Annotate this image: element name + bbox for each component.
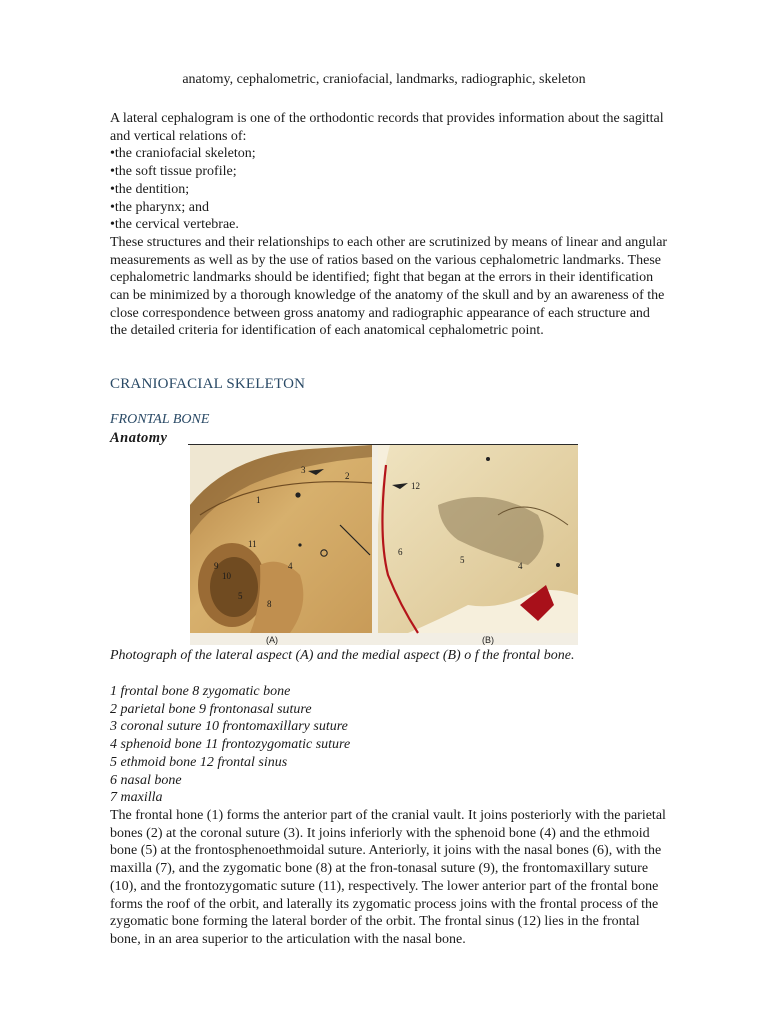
list-item: • the cervical vertebrae.: [110, 216, 670, 234]
list-item: • the dentition;: [110, 181, 670, 199]
legend-line: 2 parietal bone 9 frontonasal suture: [110, 701, 312, 717]
structures-list: [110, 145, 670, 234]
keywords-line: anatomy, cephalometric, craniofacial, landmarks, radiographic, skeleton: [182, 72, 586, 87]
panel-b-number: 4: [518, 561, 523, 571]
intro-paragraph: These structures and their relationships to each other are scrutinized by means of linear and angular measurements as well as by the use of ratios based on the various cephalometric landmarks. These cephalometric landmarks should be identified; fight that began at the errors in their identification can be minimized by a thorough knowledge of the anatomy of the skull and by an awareness of the close correspondence between gross anatomy and radiographic appearance of each structure and the detailed criteria for identification of each anatomical cephalometric point.: [110, 234, 668, 339]
legend-line: 3 coronal suture 10 frontomaxillary suture: [110, 719, 348, 735]
list-item: • the pharynx; and: [110, 199, 670, 217]
panel-a-number: 1: [256, 495, 261, 505]
legend-line: 5 ethmoid bone 12 frontal sinus: [110, 754, 288, 770]
figure-caption: Photograph of the lateral aspect (A) and the medial aspect (B) o f the frontal bone.: [110, 648, 575, 663]
panel-a-photo: [190, 445, 372, 645]
legend-line: 4 sphenoid bone 11 frontozygomatic suture: [110, 737, 351, 753]
panel-a-number: 11: [248, 539, 257, 549]
legend-line: 1 frontal bone 8 zygomatic bone: [110, 684, 291, 699]
panel-a-number: 8: [267, 599, 272, 609]
section-heading: CRANIOFACIAL SKELETON: [110, 376, 306, 392]
intro-section: [110, 110, 670, 340]
intro-lead: A lateral cephalogram is one of the orthodontic records that provides information about the sagittal and vertical relations of:: [110, 111, 664, 144]
panel-a-number: 3: [301, 465, 306, 475]
panel-a-label: (A): [266, 635, 278, 645]
list-item: • the craniofacial skeleton;: [110, 145, 670, 163]
panel-a-number: 10: [222, 571, 231, 581]
panel-b-number: 5: [460, 555, 465, 565]
legend-line: 6 nasal bone: [110, 772, 182, 788]
list-item: • the soft tissue profile;: [110, 163, 670, 181]
anatomy-label: Anatomy: [110, 430, 168, 446]
panel-a-number: 9: [214, 561, 219, 571]
panel-a-number: 4: [288, 561, 293, 571]
legend-line: 7 maxilla: [110, 790, 163, 806]
skull-photographs: [190, 445, 578, 645]
panel-b-label: (B): [482, 635, 494, 645]
panel-b-number: 6: [398, 547, 403, 557]
body-paragraph: The frontal hone (1) forms the anterior part of the cranial vault. It joins posteriorly with the parietal bones (2) at the coronal suture (3). It joins inferiorly with the sphenoid bone (4) and the ethmoid bone (5) at the frontosphenoethmoidal suture. Anteriorly, it joins with the nasal bones (6), with the maxilla (7), and the zygomatic bone (8) at the fron-tonasal suture (9), the frontomaxillary suture (10), and the frontozygomatic suture (11), respectively. The lower anterior part of the frontal bone forms the roof of the orbit, and laterally its zygomatic process joins with the frontal process of the zygomatic bone forming the lateral border of the orbit. The frontal sinus (12) lies in the frontal bone, in an area superior to the articulation with the nasal bone.: [110, 808, 666, 947]
panel-b-number: 12: [411, 481, 420, 491]
frontal-bone-figure: [190, 445, 578, 645]
panel-a-number: 2: [345, 471, 350, 481]
panel-b-photo: [378, 445, 578, 645]
panel-a-number: 5: [238, 591, 243, 601]
subheading: FRONTAL BONE: [110, 412, 210, 427]
figure-legend: [110, 683, 670, 807]
